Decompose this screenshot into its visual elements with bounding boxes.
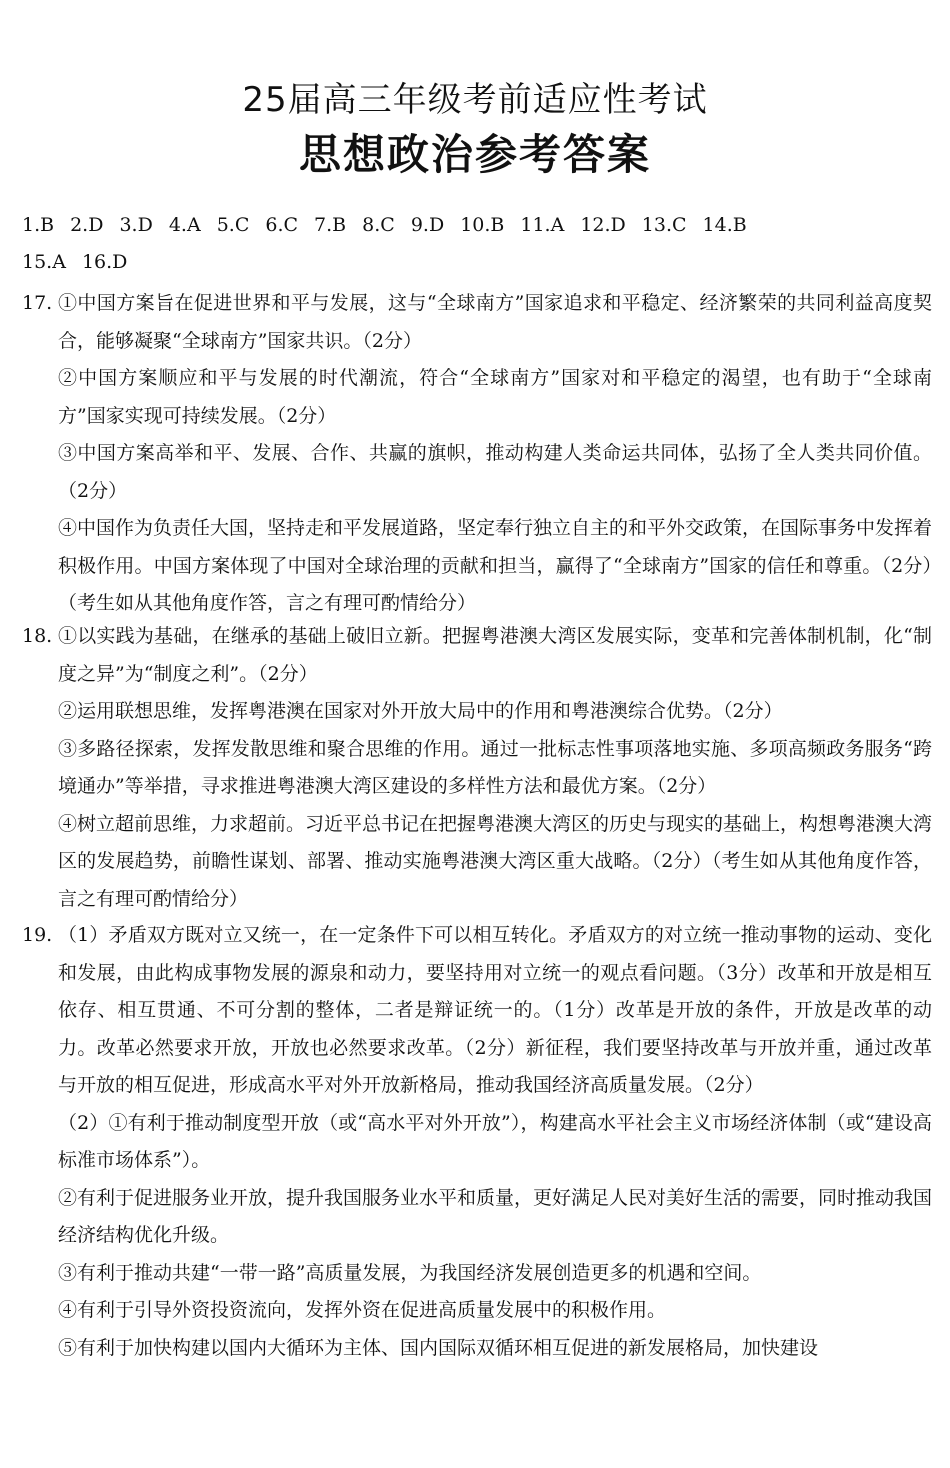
answer-point: ⑤有利于加快构建以国内大循环为主体、国内国际双循环相互促进的新发展格局，加快建设 [58, 1336, 819, 1359]
answer-point: ②有利于促进服务业开放，提升我国服务业水平和质量，更好满足人民对美好生活的需要，同时推动我国经济结构优化升级。 [58, 1186, 933, 1246]
choice-answer: 5.C [216, 214, 250, 236]
choice-answer: 4.A [168, 214, 201, 236]
answer-point: ③多路径探索，发挥发散思维和聚合思维的作用。通过一批标志性事项落地实施、多项高频政务服务“跨境通办”等举措，寻求推进粤港澳大湾区建设的多样性方法和最优方案。（2分） [58, 737, 932, 797]
choice-answer: 13.C [641, 214, 687, 236]
choice-answer: 1.B [22, 214, 55, 236]
answer-point: ①中国方案旨在促进世界和平与发展，这与“全球南方”国家追求和平稳定、经济繁荣的共同利益高度契合，能够凝聚“全球南方”国家共识。（2分） [58, 292, 932, 352]
choice-answer: 16.D [81, 251, 128, 273]
answer-point: ②中国方案顺应和平与发展的时代潮流，符合“全球南方”国家对和平稳定的渴望，也有助于“全球南方”国家实现可持续发展。（2分） [58, 367, 932, 427]
answer-point: ③中国方案高举和平、发展、合作、共赢的旗帜，推动构建人类命运共同体，弘扬了全人类共同价值。（2分） [58, 442, 932, 502]
answer-point: ②运用联想思维，发挥粤港澳在国家对外开放大局中的作用和粤港澳综合优势。（2分） [58, 700, 783, 722]
answer-point: ④中国作为负责任大国，坚持走和平发展道路，坚定奉行独立自主的和平外交政策，在国际事务中发挥着积极作用。中国方案体现了中国对全球治理的贡献和担当，赢得了“全球南方”国家的信任和尊重。（2分）（考生如从其他角度作答，言之有理可酌情给分） [58, 517, 933, 614]
question-number: 19. [22, 924, 53, 946]
answer-point: （2）①有利于推动制度型开放（或“高水平对外开放”），构建高水平社会主义市场经济体制（或“建设高标准市场体系”）。 [58, 1111, 932, 1171]
choice-answer: 3.D [119, 214, 153, 236]
question-19-answer [22, 917, 932, 1367]
choice-answer: 11.A [520, 214, 565, 236]
answer-point: ④树立超前思维，力求超前。习近平总书记在把握粤港澳大湾区的历史与现实的基础上，构想粤港澳大湾区的发展趋势，前瞻性谋划、部署、推动实施粤港澳大湾区重大战略。（2分）（考生如从其他角度作答，言之有理可酌情给分） [58, 812, 933, 910]
answer-point: ④有利于引导外资投资流向，发挥外资在促进高质量发展中的积极作用。 [58, 1299, 667, 1321]
choice-answer: 9.D [410, 214, 445, 236]
question-number: 18. [22, 625, 53, 647]
answer-point: ③有利于推动共建“一带一路”高质量发展，为我国经济发展创造更多的机遇和空间。 [58, 1261, 762, 1284]
multiple-choice-answers-row-1 [22, 214, 763, 236]
question-18-answer [22, 618, 932, 918]
multiple-choice-answers-row-2 [22, 251, 143, 273]
exam-title: 25届高三年级考前适应性考试 [242, 80, 708, 120]
answer-point: （1）矛盾双方既对立又统一，在一定条件下可以相互转化。矛盾双方的对立统一推动事物的运动、变化和发展，由此构成事物发展的源泉和动力，要坚持用对立统一的观点看问题。（3分）改革和开放是相互依存、相互贯通、不可分割的整体，二者是辩证统一的。（1分）改革是开放的条件，开放是改革的动力。改革必然要求开放，开放也必然要求改革。（2分）新征程，我们要坚持改革与开放并重，通过改革与开放的相互促进，形成高水平对外开放新格局，推动我国经济高质量发展。（2分） [58, 924, 932, 1096]
choice-answer: 2.D [70, 214, 104, 236]
choice-answer: 14.B [702, 214, 747, 236]
answer-key-subtitle: 思想政治参考答案 [298, 130, 651, 179]
choice-answer: 8.C [362, 214, 395, 236]
choice-answer: 10.B [460, 214, 505, 236]
question-number: 17. [22, 292, 53, 314]
choice-answer: 6.C [265, 214, 299, 236]
choice-answer: 12.D [580, 214, 626, 236]
answer-point: ①以实践为基础，在继承的基础上破旧立新。把握粤港澳大湾区发展实际，变革和完善体制机制，化“制度之异”为“制度之利”。（2分） [58, 625, 932, 685]
choice-answer: 7.B [314, 214, 347, 236]
choice-answer: 15.A [22, 251, 66, 273]
question-17-answer [22, 285, 932, 623]
